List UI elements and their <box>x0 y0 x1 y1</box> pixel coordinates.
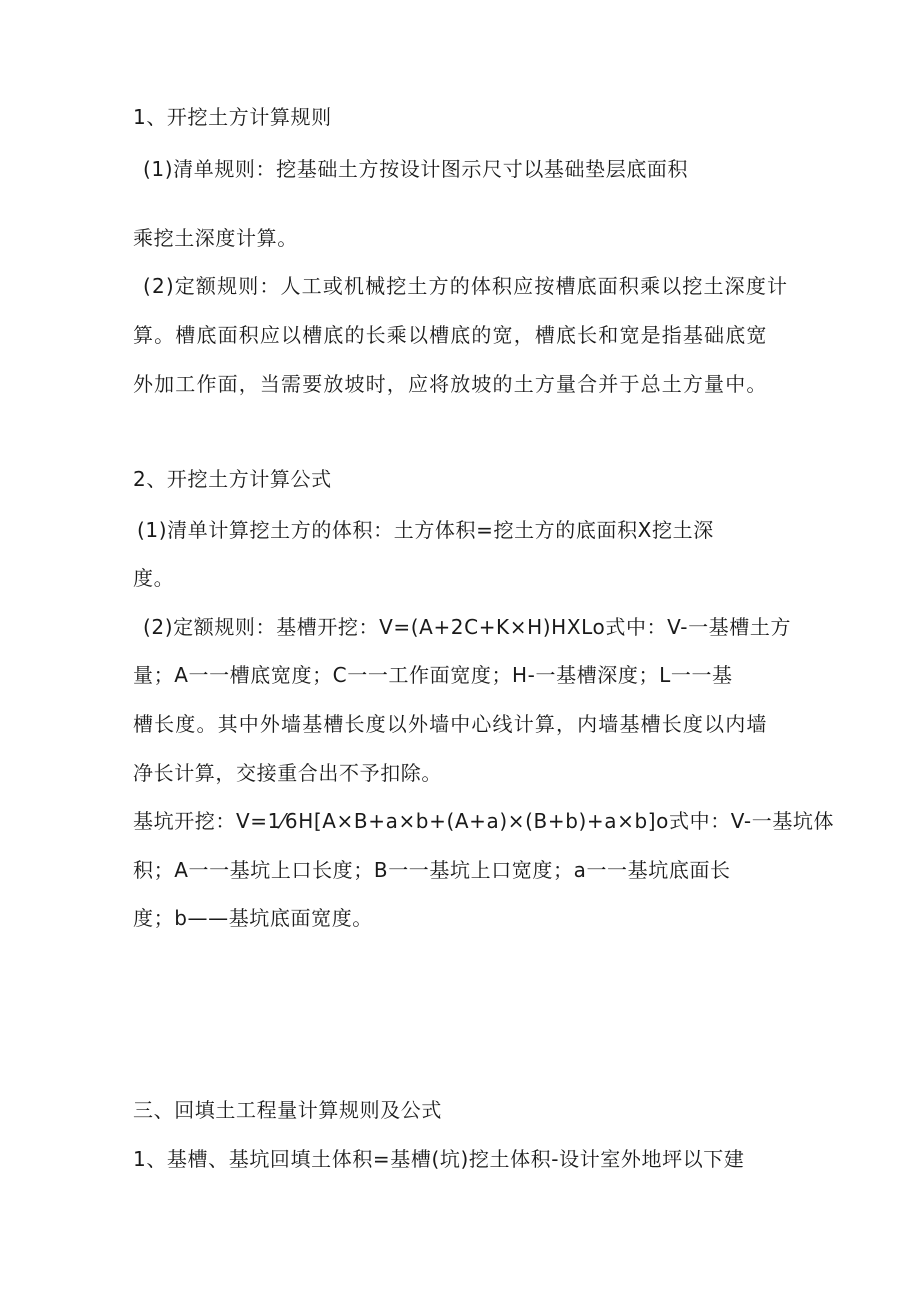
paragraph-line: 算。槽底面积应以槽底的长乘以槽底的宽，槽底长和宽是指基础底宽 <box>133 323 768 347</box>
paragraph-line: 外加工作面，当需要放坡时，应将放坡的土方量合并于总土方量中。 <box>133 372 768 396</box>
section-heading-excavation-formulas: 2、开挖土方计算公式 <box>133 467 332 491</box>
section-heading-backfill: 三、回填土工程量计算规则及公式 <box>133 1098 442 1122</box>
formula-line: 基坑开挖：V=1⁄6H[A×B+a×b+(A+a)×(B+b)+a×b]o式中：V-一基坑体 <box>133 809 835 833</box>
paragraph-line: 1、基槽、基坑回填土体积=基槽(坑)挖土体积-设计室外地坪以下建 <box>133 1147 745 1171</box>
paragraph-line: 积；A一一基坑上口长度；B一一基坑上口宽度；a一一基坑底面长 <box>133 858 731 882</box>
paragraph-line: 度。 <box>133 566 175 590</box>
paragraph-line: (1)清单规则：挖基础土方按设计图示尺寸以基础垫层底面积 <box>143 157 689 181</box>
paragraph-line: (2)定额规则：人工或机械挖土方的体积应按槽底面积乘以挖土深度计 <box>143 274 789 298</box>
paragraph-line: 度；b——基坑底面宽度。 <box>133 906 373 930</box>
paragraph-line: 槽长度。其中外墙基槽长度以外墙中心线计算，内墙基槽长度以内墙 <box>133 712 768 736</box>
paragraph-line: (1)清单计算挖土方的体积：土方体积=挖土方的底面积X挖土深 <box>137 518 714 542</box>
paragraph-line: 量；A一一槽底宽度；C一一工作面宽度；H-一基槽深度；L一一基 <box>133 663 733 687</box>
formula-line: (2)定额规则：基槽开挖：V=(A+2C+K×H)HXLo式中：V-一基槽土方 <box>143 615 792 639</box>
paragraph-line: 净长计算，交接重合出不予扣除。 <box>133 761 442 785</box>
paragraph-line: 乘挖土深度计算。 <box>133 226 298 250</box>
section-heading-excavation-rules: 1、开挖土方计算规则 <box>133 105 332 129</box>
